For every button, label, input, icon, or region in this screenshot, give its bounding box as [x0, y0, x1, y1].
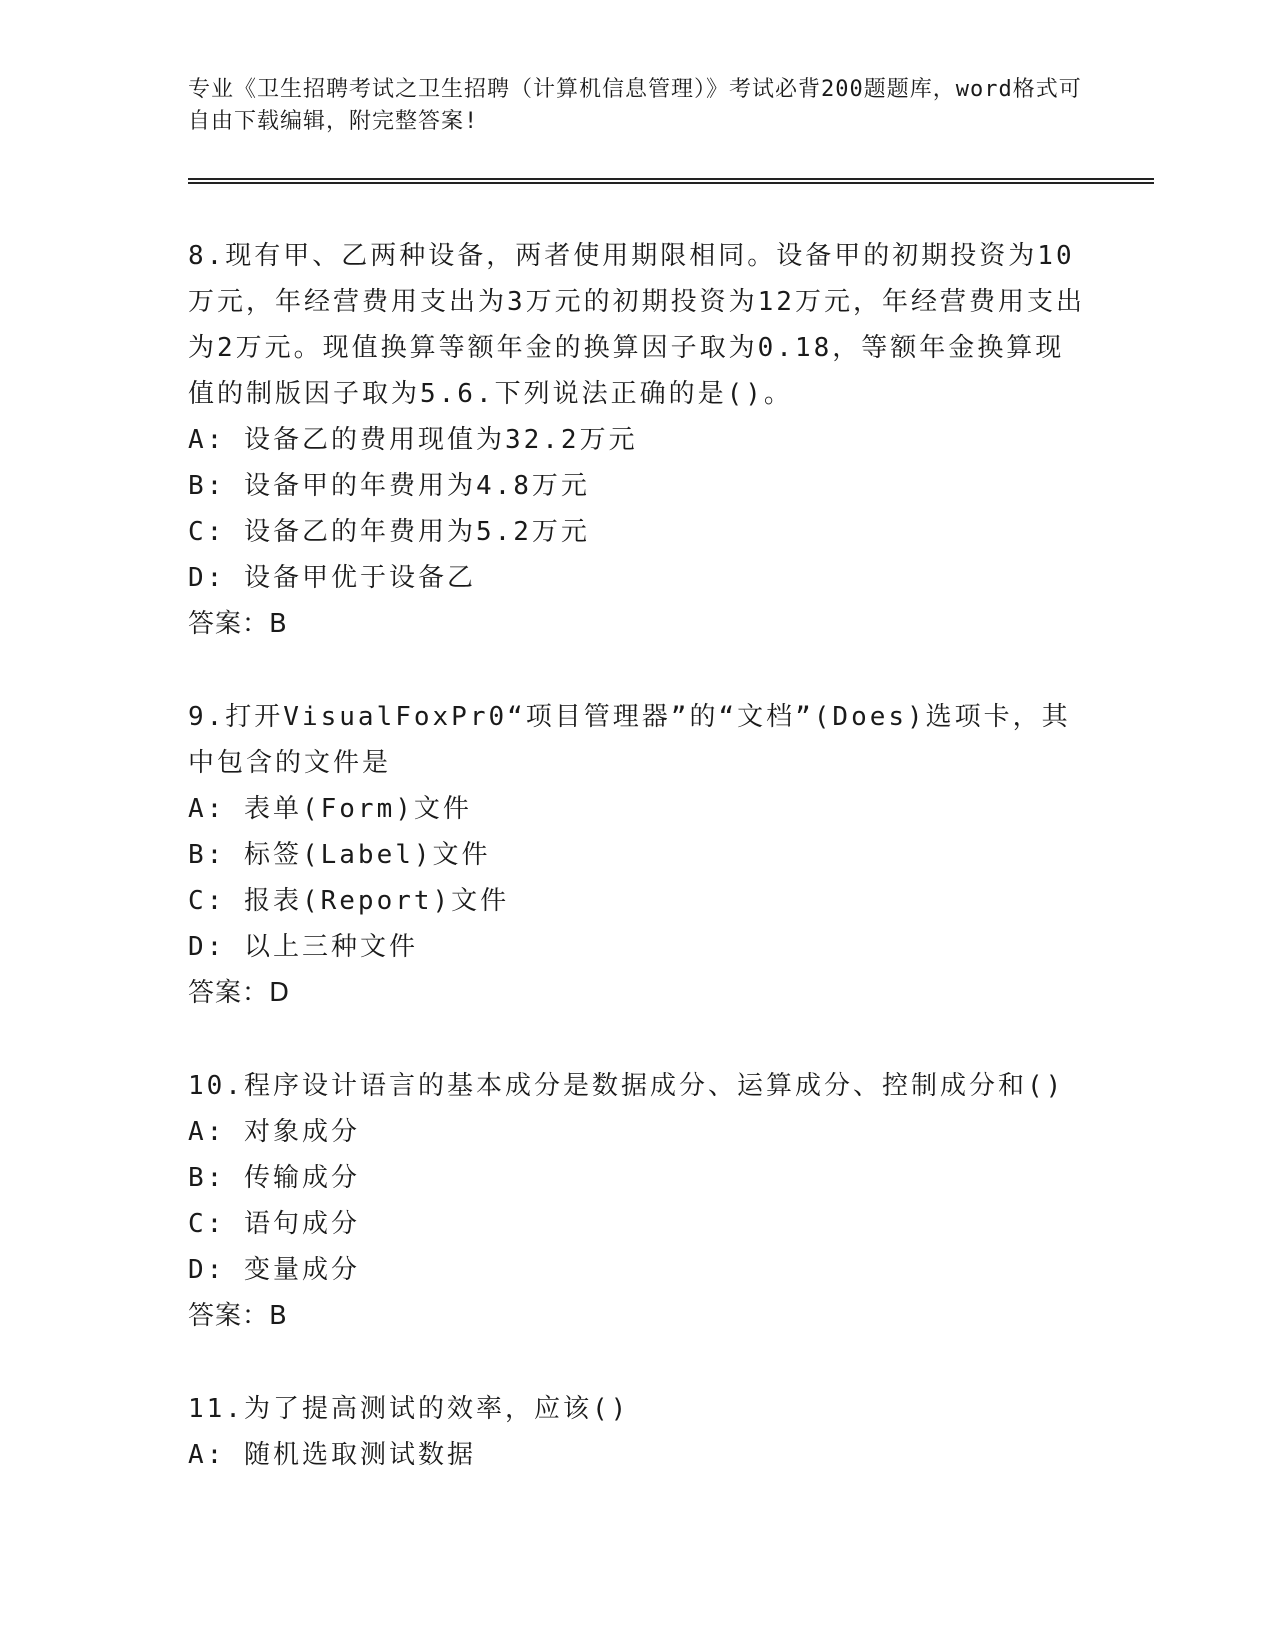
option-a: A: 表单(Form)文件	[188, 794, 472, 824]
question-10	[188, 1063, 1088, 1339]
option-d: D: 以上三种文件	[188, 932, 418, 962]
question-stem: 9.打开VisualFoxPr0“项目管理器”的“文档”(Does)选项卡，其中包含的文件是	[188, 702, 1071, 778]
option-a: A: 设备乙的费用现值为32.2万元	[188, 425, 638, 455]
question-8	[188, 233, 1088, 647]
option-c: C: 语句成分	[188, 1209, 360, 1239]
answer-line: 答案：D	[188, 978, 291, 1008]
question-9	[188, 694, 1088, 1016]
question-stem: 8.现有甲、乙两种设备，两者使用期限相同。设备甲的初期投资为10万元，年经营费用支出为3万元的初期投资为12万元，年经营费用支出为2万元。现值换算等额年金的换算因子取为0.18，等额年金换算现值的制版因子取为5.6.下列说法正确的是()。	[188, 241, 1085, 409]
option-d: D: 设备甲优于设备乙	[188, 563, 476, 593]
option-a: A: 随机选取测试数据	[188, 1440, 476, 1470]
question-11	[188, 1386, 1088, 1478]
question-stem: 10.程序设计语言的基本成分是数据成分、运算成分、控制成分和()	[188, 1071, 1065, 1101]
option-c: C: 报表(Report)文件	[188, 886, 510, 916]
option-b: B: 标签(Label)文件	[188, 840, 491, 870]
answer-line: 答案：B	[188, 609, 288, 639]
header-divider	[188, 178, 1154, 184]
option-b: B: 设备甲的年费用为4.8万元	[188, 471, 590, 501]
answer-line: 答案：B	[188, 1301, 288, 1331]
question-list	[188, 233, 1088, 1525]
option-a: A: 对象成分	[188, 1117, 360, 1147]
option-d: D: 变量成分	[188, 1255, 360, 1285]
question-stem: 11.为了提高测试的效率，应该()	[188, 1394, 630, 1424]
option-c: C: 设备乙的年费用为5.2万元	[188, 517, 590, 547]
option-b: B: 传输成分	[188, 1163, 360, 1193]
document-header: 专业《卫生招聘考试之卫生招聘（计算机信息管理）》考试必背200题题库，word格式可自由下载编辑，附完整答案!	[188, 77, 1082, 134]
